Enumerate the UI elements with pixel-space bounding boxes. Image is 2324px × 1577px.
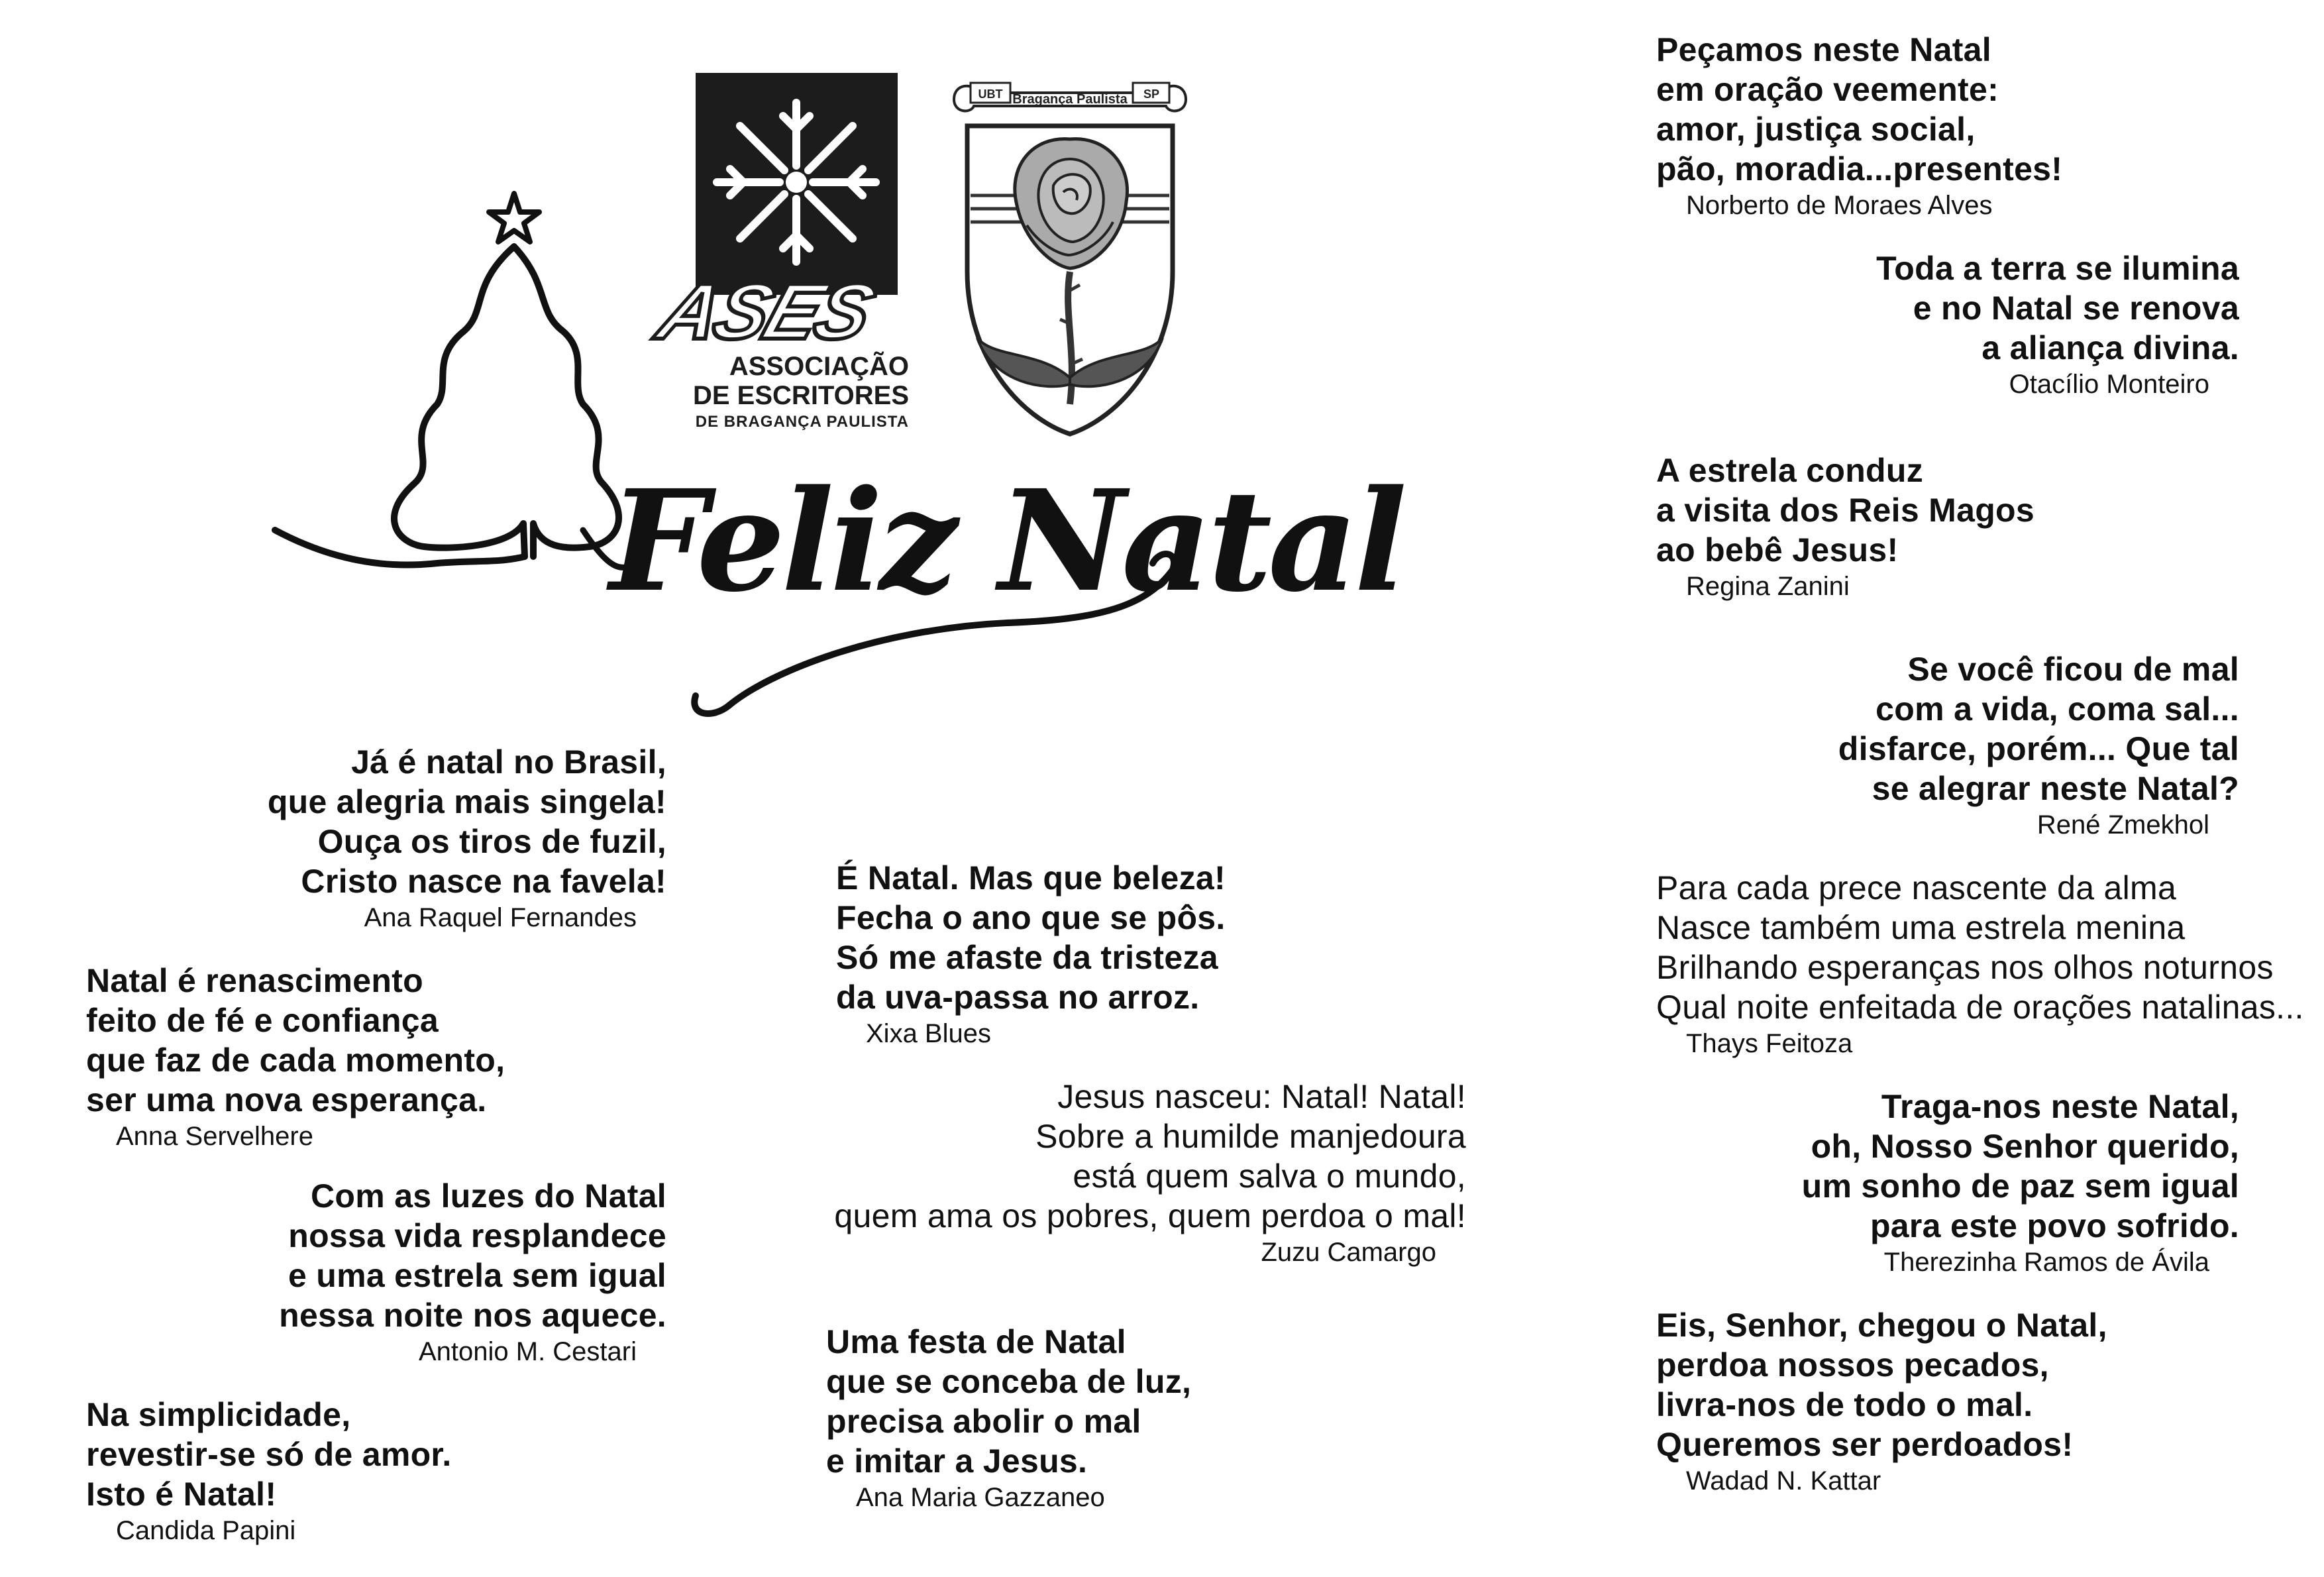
poem-line: se alegrar neste Natal? — [1872, 770, 2239, 807]
poem-author: Otacílio Monteiro — [2009, 370, 2209, 399]
poem-9 — [1656, 451, 2034, 603]
poem-0 — [268, 742, 666, 934]
poem-line: feito de fé e confiança — [86, 1002, 439, 1039]
poem-line: a aliança divina. — [1981, 329, 2239, 366]
poem-10 — [1838, 649, 2239, 842]
poem-line: A estrela conduz — [1656, 452, 1924, 489]
crest-banner-right: SP — [1143, 87, 1160, 101]
poem-author: Anna Servelhere — [116, 1122, 313, 1151]
poem-line: para este povo sofrido. — [1870, 1207, 2239, 1244]
poem-line: Ouça os tiros de fuzil, — [317, 823, 666, 860]
poem-line: nossa vida resplandece — [288, 1217, 666, 1254]
poem-2 — [279, 1176, 666, 1368]
poem-line: Cristo nasce na favela! — [301, 863, 666, 900]
poem-line: Para cada prece nascente da alma — [1656, 869, 2177, 906]
poem-author: Norberto de Moraes Alves — [1686, 191, 1993, 220]
poem-author: Ana Raquel Fernandes — [364, 903, 637, 932]
poem-13 — [1656, 1305, 2107, 1497]
poem-line: Traga-nos neste Natal, — [1881, 1088, 2239, 1125]
poem-line: disfarce, porém... Que tal — [1838, 730, 2239, 767]
poem-line: quem ama os pobres, quem perdoa o mal! — [834, 1197, 1466, 1234]
poem-line: em oração veemente: — [1656, 71, 1999, 108]
poem-line: a visita dos Reis Magos — [1656, 492, 2034, 529]
crest-banner-left: UBT — [978, 87, 1003, 101]
poem-author: Wadad N. Kattar — [1686, 1466, 1881, 1495]
poem-line: da uva-passa no arroz. — [836, 979, 1200, 1016]
poem-3 — [86, 1395, 452, 1547]
poem-7 — [1656, 30, 2062, 222]
poem-author: Xixa Blues — [866, 1019, 991, 1048]
feliz-natal-greeting — [596, 457, 1403, 722]
poem-11 — [1656, 868, 2304, 1060]
poem-5 — [834, 1077, 1466, 1269]
poem-line: pão, moradia...presentes! — [1656, 150, 2063, 188]
poem-8 — [1876, 248, 2239, 401]
poem-author: Ana Maria Gazzaneo — [856, 1483, 1105, 1512]
poem-line: Jesus nasceu: Natal! Natal! — [1057, 1078, 1466, 1115]
crest-rose-emblem — [941, 73, 1199, 444]
poem-line: que se conceba de luz, — [826, 1363, 1192, 1400]
poem-line: revestir-se só de amor. — [86, 1436, 452, 1473]
poem-12 — [1802, 1087, 2239, 1279]
poem-line: É Natal. Mas que beleza! — [836, 859, 1226, 897]
ases-name-line2: DE ESCRITORES — [693, 381, 909, 410]
poem-line: amor, justiça social, — [1656, 111, 1976, 148]
poem-line: ser uma nova esperança. — [86, 1081, 487, 1118]
poem-line: perdoa nossos pecados, — [1656, 1346, 2049, 1384]
poem-line: Já é natal no Brasil, — [351, 743, 666, 781]
poem-line: Brilhando esperanças nos olhos noturnos — [1656, 949, 2274, 986]
poem-4 — [836, 858, 1226, 1050]
christmas-tree-icon — [272, 186, 643, 583]
snowflake-icon — [696, 73, 898, 272]
poem-line: nessa noite nos aquece. — [279, 1297, 666, 1334]
poem-line: Se você ficou de mal — [1907, 651, 2239, 688]
poem-line: Natal é renascimento — [86, 962, 423, 999]
poem-line: Uma festa de Natal — [826, 1323, 1126, 1360]
poem-line: Toda a terra se ilumina — [1876, 250, 2239, 287]
poem-line: Na simplicidade, — [86, 1396, 351, 1433]
poem-author: Zuzu Camargo — [1261, 1238, 1436, 1267]
poem-line: um sonho de paz sem igual — [1801, 1168, 2239, 1205]
greeting-text: Feliz Natal — [609, 459, 1403, 623]
poem-line: livra-nos de todo o mal. — [1656, 1386, 2033, 1423]
poem-line: e uma estrela sem igual — [288, 1257, 666, 1294]
poem-line: precisa abolir o mal — [826, 1403, 1141, 1440]
poem-1 — [86, 961, 505, 1153]
poem-line: Só me afaste da tristeza — [836, 939, 1218, 976]
ases-logo-box — [696, 73, 898, 295]
poem-line: que alegria mais singela! — [267, 783, 666, 820]
poem-line: Eis, Senhor, chegou o Natal, — [1656, 1307, 2107, 1344]
ases-name-line3: DE BRAGANÇA PAULISTA — [695, 413, 909, 431]
poem-line: oh, Nosso Senhor querido, — [1811, 1128, 2239, 1165]
poem-line: e imitar a Jesus. — [826, 1442, 1088, 1480]
poem-line: está quem salva o mundo, — [1073, 1158, 1466, 1195]
crest-banner-center: Bragança Paulista — [1012, 92, 1128, 107]
poem-line: com a vida, coma sal... — [1875, 690, 2239, 728]
poem-author: Thays Feitoza — [1686, 1029, 1853, 1058]
poem-line: Fecha o ano que se pôs. — [836, 899, 1226, 936]
poem-line: Isto é Natal! — [86, 1476, 277, 1513]
poem-6 — [826, 1322, 1191, 1514]
poem-line: e no Natal se renova — [1913, 290, 2239, 327]
poem-line: ao bebê Jesus! — [1656, 531, 1899, 569]
poem-line: Qual noite enfeitada de orações natalinas... — [1656, 989, 2304, 1026]
poem-author: Antonio M. Cestari — [418, 1337, 637, 1366]
poem-line: Sobre a humilde manjedoura — [1035, 1118, 1466, 1155]
ases-logo-word: ASES — [648, 267, 883, 356]
poem-line: Com as luzes do Natal — [311, 1177, 666, 1215]
poem-line: que faz de cada momento, — [86, 1042, 505, 1079]
poem-line: Queremos ser perdoados! — [1656, 1426, 2074, 1463]
poem-author: Candida Papini — [116, 1516, 296, 1545]
poem-author: Therezinha Ramos de Ávila — [1883, 1248, 2209, 1277]
poem-line: Nasce também uma estrela menina — [1656, 909, 2186, 946]
poem-author: René Zmekhol — [2036, 810, 2209, 840]
ases-logo — [648, 73, 927, 444]
poem-line: Peçamos neste Natal — [1656, 31, 1991, 68]
ases-name-line1: ASSOCIAÇÃO — [729, 352, 909, 381]
poem-author: Regina Zanini — [1686, 572, 1850, 601]
